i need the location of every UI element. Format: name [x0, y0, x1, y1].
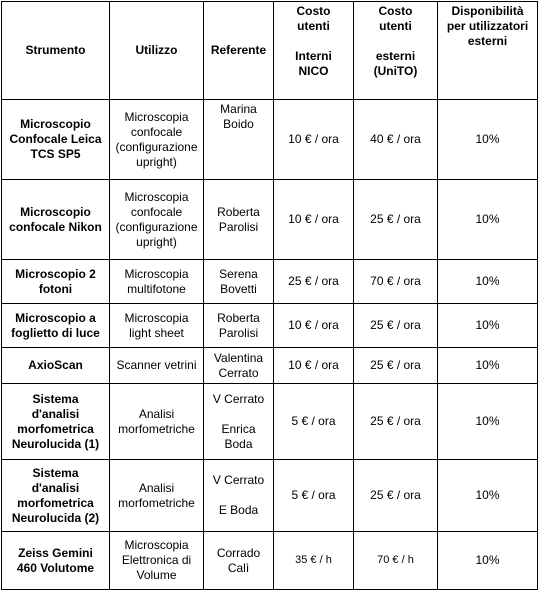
cell-disponibilita: 10%: [438, 532, 538, 590]
cell-referente: Marina Boido: [204, 100, 274, 180]
cell-referente: Corrado Calì: [204, 532, 274, 590]
cell-disponibilita: 10%: [438, 384, 538, 460]
cell-strumento: Zeiss Gemini 460 Volutome: [2, 532, 110, 590]
header-disponibilita: Disponibilità per utilizzatori esterni: [438, 2, 538, 100]
table-row: [2, 348, 538, 384]
cell-strumento: Microscopio 2 fotoni: [2, 260, 110, 304]
cell-referente: Serena Bovetti: [204, 260, 274, 304]
cell-costo-interni: 25 € / ora: [274, 260, 354, 304]
cell-utilizzo: Microscopia light sheet: [110, 304, 204, 348]
cell-strumento: AxioScan: [2, 348, 110, 384]
cell-referente: Valentina Cerrato: [204, 348, 274, 384]
cell-strumento: Sistema d'analisi morfometrica Neurolucida (2): [2, 460, 110, 532]
table-row: [2, 100, 538, 180]
cell-referente: Roberta Parolisi: [204, 304, 274, 348]
cell-costo-esterni: 70 € / ora: [354, 260, 438, 304]
cell-utilizzo: Scanner vetrini: [110, 348, 204, 384]
header-utilizzo: Utilizzo: [110, 2, 204, 100]
cell-costo-interni: 5 € / ora: [274, 460, 354, 532]
cell-costo-esterni: 25 € / ora: [354, 348, 438, 384]
facilities-table: [1, 1, 538, 590]
cell-costo-interni: 10 € / ora: [274, 180, 354, 260]
cell-utilizzo: Microscopia confocale (configurazione upright): [110, 100, 204, 180]
cell-utilizzo: Microscopia multifotone: [110, 260, 204, 304]
header-costo-esterni: Costo utenti esterni (UniTO): [354, 2, 438, 100]
cell-utilizzo: Microscopia confocale (configurazione upright): [110, 180, 204, 260]
cell-referente: Roberta Parolisi: [204, 180, 274, 260]
cell-disponibilita: 10%: [438, 304, 538, 348]
cell-referente: V Cerrato E Boda: [204, 460, 274, 532]
cell-costo-interni: 35 € / h: [274, 532, 354, 590]
header-costo-interni: Costo utenti Interni NICO: [274, 2, 354, 100]
cell-costo-esterni: 25 € / ora: [354, 180, 438, 260]
cell-utilizzo: Microscopia Elettronica di Volume: [110, 532, 204, 590]
cell-referente: V Cerrato Enrica Boda: [204, 384, 274, 460]
cell-costo-esterni: 70 € / h: [354, 532, 438, 590]
table-row: [2, 532, 538, 590]
table-row: [2, 304, 538, 348]
header-strumento: Strumento: [2, 2, 110, 100]
cell-utilizzo: Analisi morfometriche: [110, 460, 204, 532]
cell-utilizzo: Analisi morfometriche: [110, 384, 204, 460]
cell-disponibilita: 10%: [438, 260, 538, 304]
cell-disponibilita: 10%: [438, 100, 538, 180]
table-row: [2, 460, 538, 532]
cell-strumento: Microscopio a foglietto di luce: [2, 304, 110, 348]
cell-strumento: Microscopio Confocale Leica TCS SP5: [2, 100, 110, 180]
cell-costo-interni: 10 € / ora: [274, 100, 354, 180]
table-row: [2, 180, 538, 260]
cell-costo-esterni: 25 € / ora: [354, 304, 438, 348]
table-row: [2, 260, 538, 304]
cell-costo-esterni: 25 € / ora: [354, 384, 438, 460]
cell-disponibilita: 10%: [438, 348, 538, 384]
cell-costo-interni: 10 € / ora: [274, 348, 354, 384]
header-row: [2, 2, 538, 100]
header-referente: Referente: [204, 2, 274, 100]
cell-strumento: Sistema d'analisi morfometrica Neurolucida (1): [2, 384, 110, 460]
cell-costo-esterni: 25 € / ora: [354, 460, 438, 532]
cell-strumento: Microscopio confocale Nikon: [2, 180, 110, 260]
cell-disponibilita: 10%: [438, 460, 538, 532]
cell-costo-interni: 5 € / ora: [274, 384, 354, 460]
cell-costo-interni: 10 € / ora: [274, 304, 354, 348]
table-row: [2, 384, 538, 460]
cell-disponibilita: 10%: [438, 180, 538, 260]
cell-costo-esterni: 40 € / ora: [354, 100, 438, 180]
